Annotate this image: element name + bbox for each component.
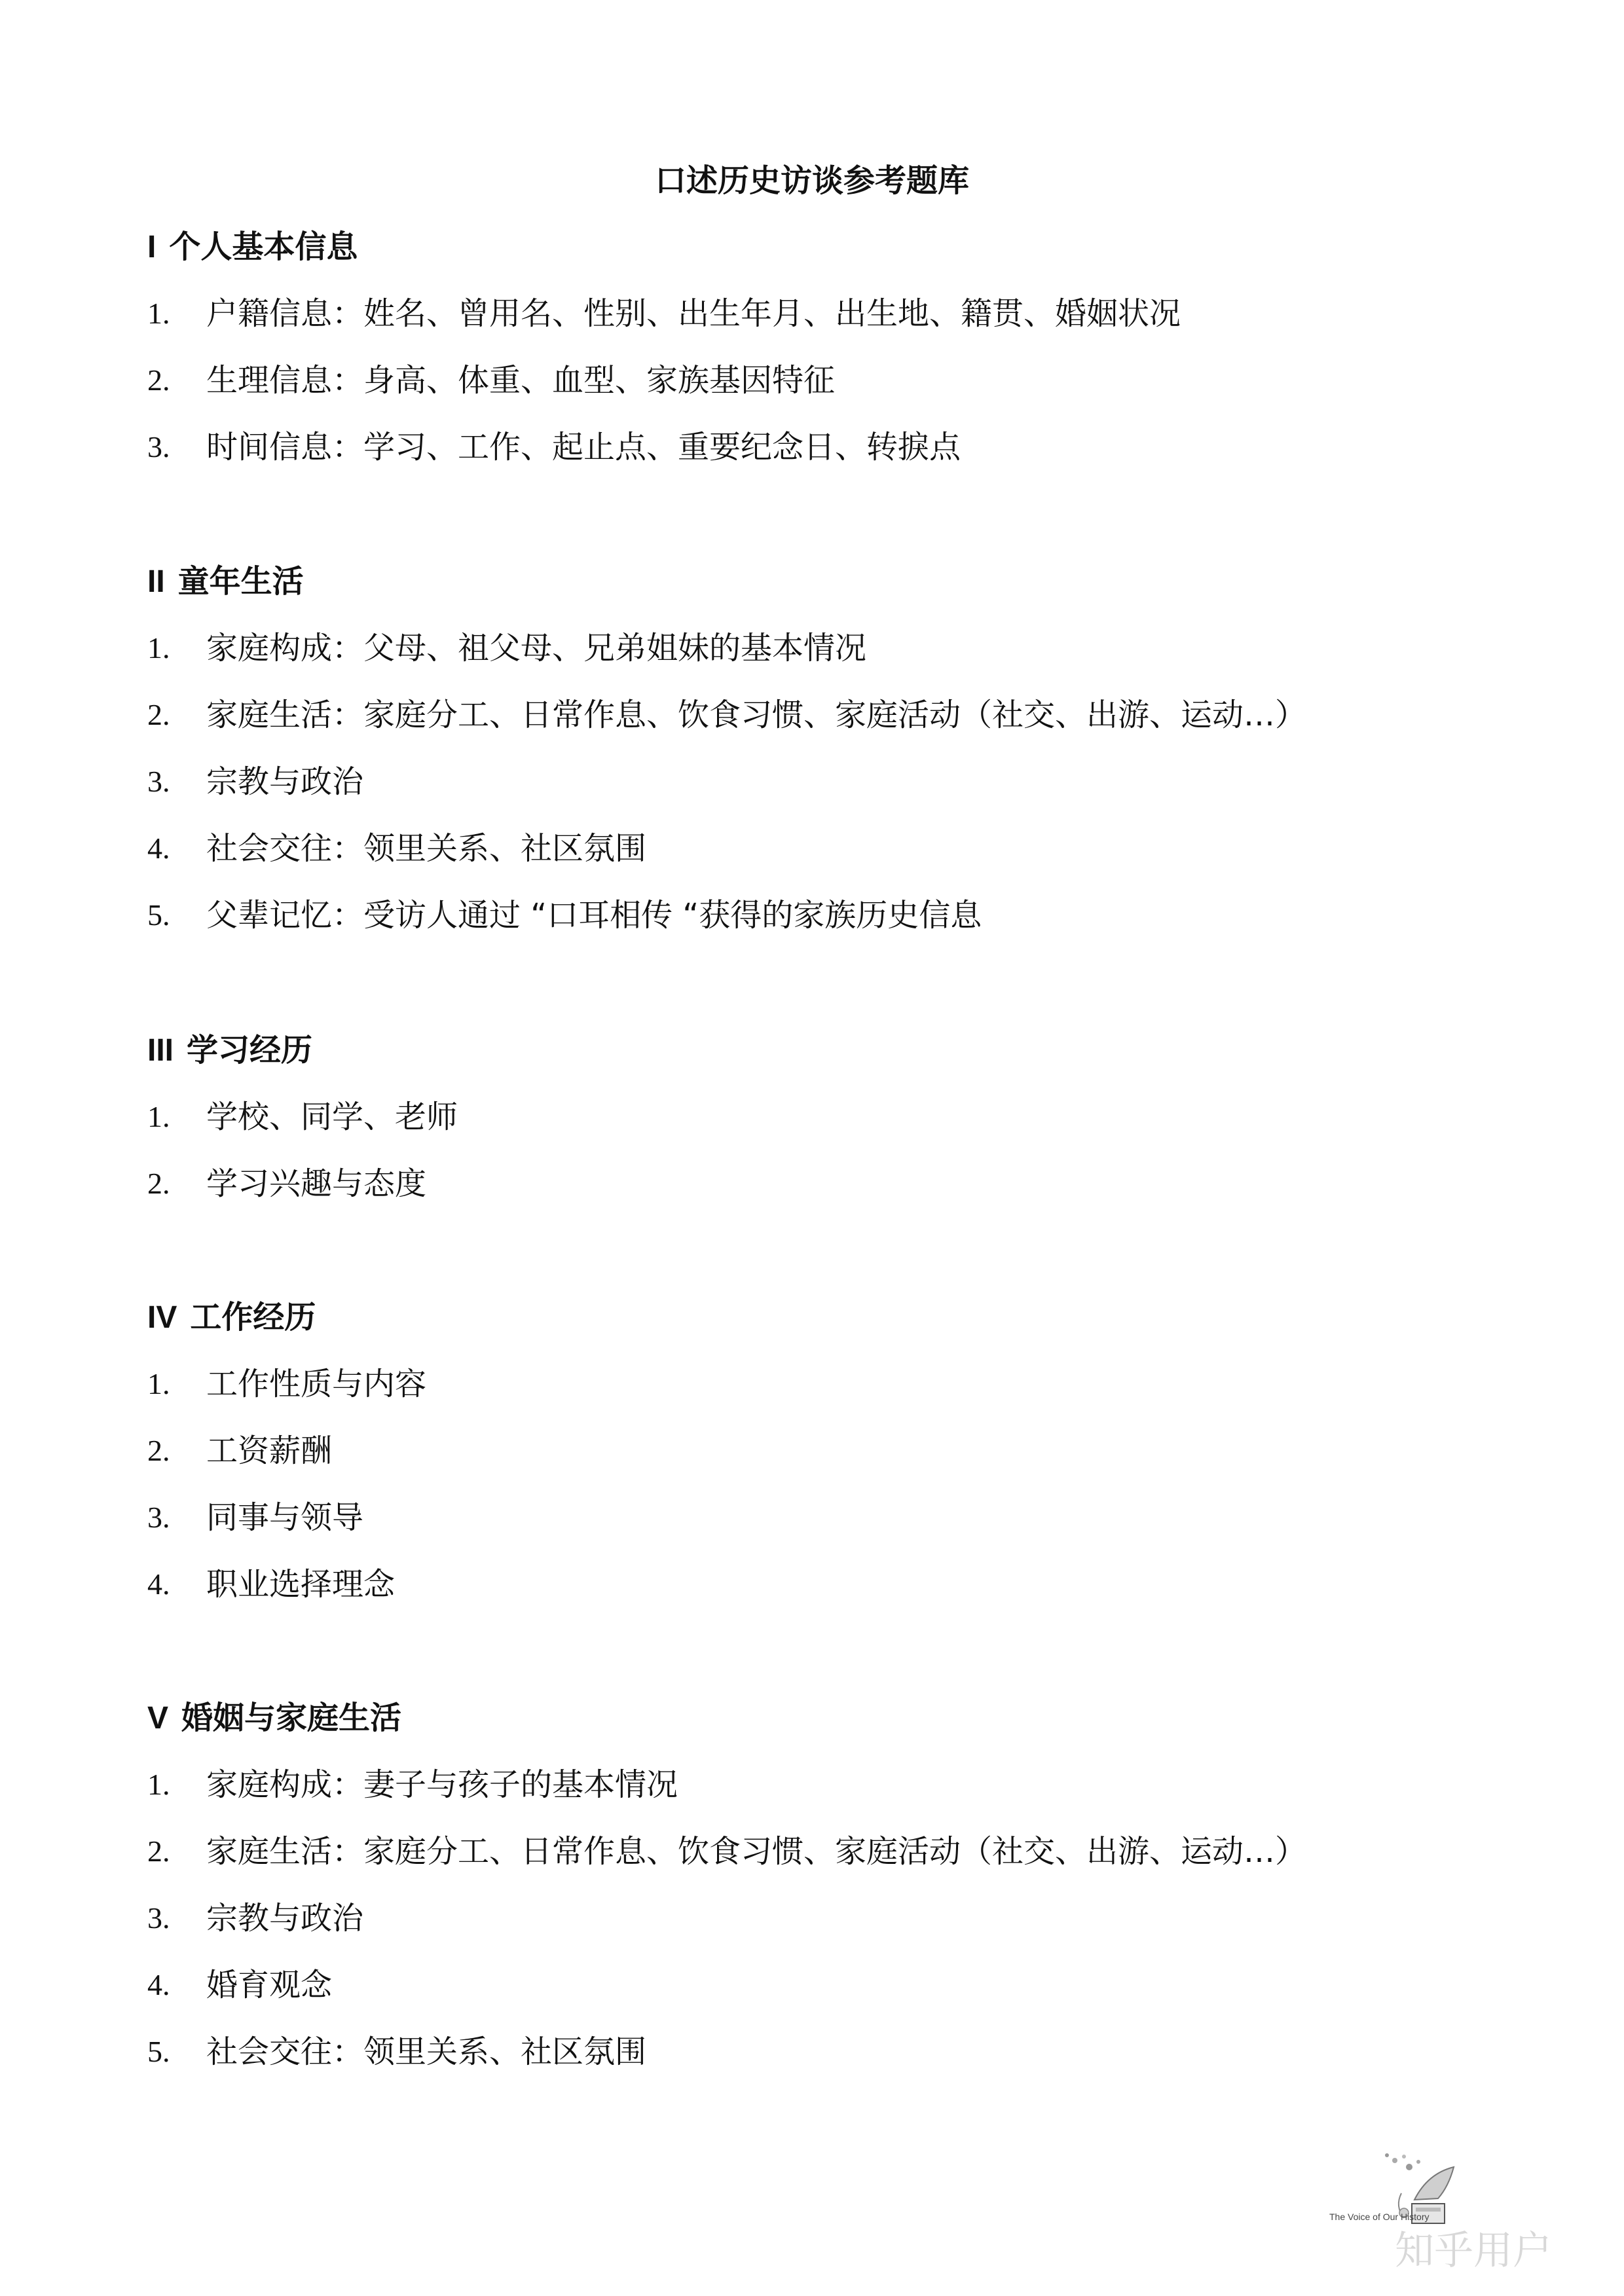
item-number: 4. [147, 1567, 170, 1601]
item-number: 1. [147, 1367, 170, 1400]
section-number: III [147, 1033, 174, 1068]
item-text: 时间信息：学习、工作、起止点、重要纪念日、转捩点 [206, 429, 961, 465]
list-item [147, 1363, 1522, 1430]
list-item [147, 359, 1522, 426]
item-text: 家庭生活：家庭分工、日常作息、饮食习惯、家庭活动（社交、出游、运动…） [206, 697, 1307, 733]
item-number: 1. [147, 1100, 170, 1133]
section-childhood [147, 560, 1522, 961]
item-number: 5. [147, 898, 170, 932]
list-item [147, 1096, 1522, 1163]
item-text: 社会交往：领里关系、社区氛围 [206, 2033, 647, 2070]
list-item [147, 293, 1522, 359]
item-text: 户籍信息：姓名、曾用名、性别、出生年月、出生地、籍贯、婚姻状况 [206, 295, 1181, 332]
item-text: 宗教与政治 [206, 763, 364, 800]
section-title: 童年生活 [177, 563, 304, 600]
item-number: 2. [147, 698, 170, 731]
item-text: 工作性质与内容 [206, 1366, 427, 1402]
item-list [147, 627, 1522, 961]
list-item [147, 1964, 1522, 2031]
item-number: 3. [147, 765, 170, 798]
item-text: 婚育观念 [206, 1967, 333, 2003]
list-item [147, 1497, 1522, 1563]
item-number: 2. [147, 1167, 170, 1200]
section-number: I [147, 230, 157, 264]
watermark-tagline: The Voice of Our History [1329, 2212, 1430, 2222]
item-number: 2. [147, 363, 170, 397]
section-education [147, 1029, 1522, 1230]
list-item [147, 761, 1522, 828]
item-number: 4. [147, 831, 170, 865]
list-item [147, 894, 1522, 961]
list-item [147, 1430, 1522, 1497]
section-heading [147, 560, 1522, 602]
section-title: 个人基本信息 [169, 228, 358, 265]
section-number: V [147, 1701, 169, 1736]
item-text: 宗教与政治 [206, 1900, 364, 1937]
item-number: 4. [147, 1968, 170, 2001]
item-text: 家庭生活：家庭分工、日常作息、饮食习惯、家庭活动（社交、出游、运动…） [206, 1833, 1307, 1870]
section-heading [147, 1029, 1522, 1071]
item-number: 2. [147, 1434, 170, 1467]
section-work [147, 1296, 1522, 1630]
section-personal-info [147, 226, 1522, 493]
list-item [147, 627, 1522, 694]
list-item [147, 1163, 1522, 1230]
list-item [147, 426, 1522, 493]
document-title: 口述历史访谈参考题库 [654, 162, 969, 199]
item-text: 家庭构成：妻子与孩子的基本情况 [206, 1766, 678, 1803]
item-list [147, 293, 1522, 493]
item-text: 工资薪酬 [206, 1432, 333, 1469]
list-item [147, 828, 1522, 894]
section-marriage-family [147, 1697, 1522, 2098]
item-text: 学习兴趣与态度 [206, 1165, 427, 1202]
item-text: 家庭构成：父母、祖父母、兄弟姐妹的基本情况 [206, 630, 867, 666]
item-number: 1. [147, 1768, 170, 1801]
list-item [147, 1831, 1522, 1897]
item-number: 3. [147, 1501, 170, 1534]
list-item [147, 1764, 1522, 1831]
item-list [147, 1363, 1522, 1630]
item-text: 父辈记忆：受访人通过 “口耳相传 “获得的家族历史信息 [206, 897, 982, 934]
item-text: 职业选择理念 [206, 1566, 396, 1603]
item-number: 5. [147, 2035, 170, 2068]
list-item [147, 694, 1522, 761]
section-title: 学习经历 [187, 1032, 313, 1068]
item-text: 学校、同学、老师 [206, 1099, 458, 1135]
list-item [147, 1563, 1522, 1630]
item-number: 3. [147, 1901, 170, 1935]
item-text: 生理信息：身高、体重、血型、家族基因特征 [206, 362, 836, 399]
item-number: 2. [147, 1834, 170, 1868]
item-number: 1. [147, 297, 170, 330]
section-heading [147, 226, 1522, 268]
section-title: 工作经历 [190, 1299, 316, 1336]
item-number: 1. [147, 631, 170, 665]
item-text: 同事与领导 [206, 1499, 364, 1536]
section-number: II [147, 564, 165, 599]
item-number: 3. [147, 430, 170, 464]
section-heading [147, 1296, 1522, 1338]
watermark [1329, 2121, 1604, 2278]
section-title: 婚姻与家庭生活 [181, 1700, 402, 1736]
item-text: 社会交往：领里关系、社区氛围 [206, 830, 647, 867]
list-item [147, 1897, 1522, 1964]
item-list [147, 1764, 1522, 2098]
list-item [147, 2031, 1522, 2098]
section-number: IV [147, 1300, 177, 1335]
section-heading [147, 1697, 1522, 1739]
watermark-text: 知乎用户 [1395, 2228, 1552, 2274]
item-list [147, 1096, 1522, 1230]
